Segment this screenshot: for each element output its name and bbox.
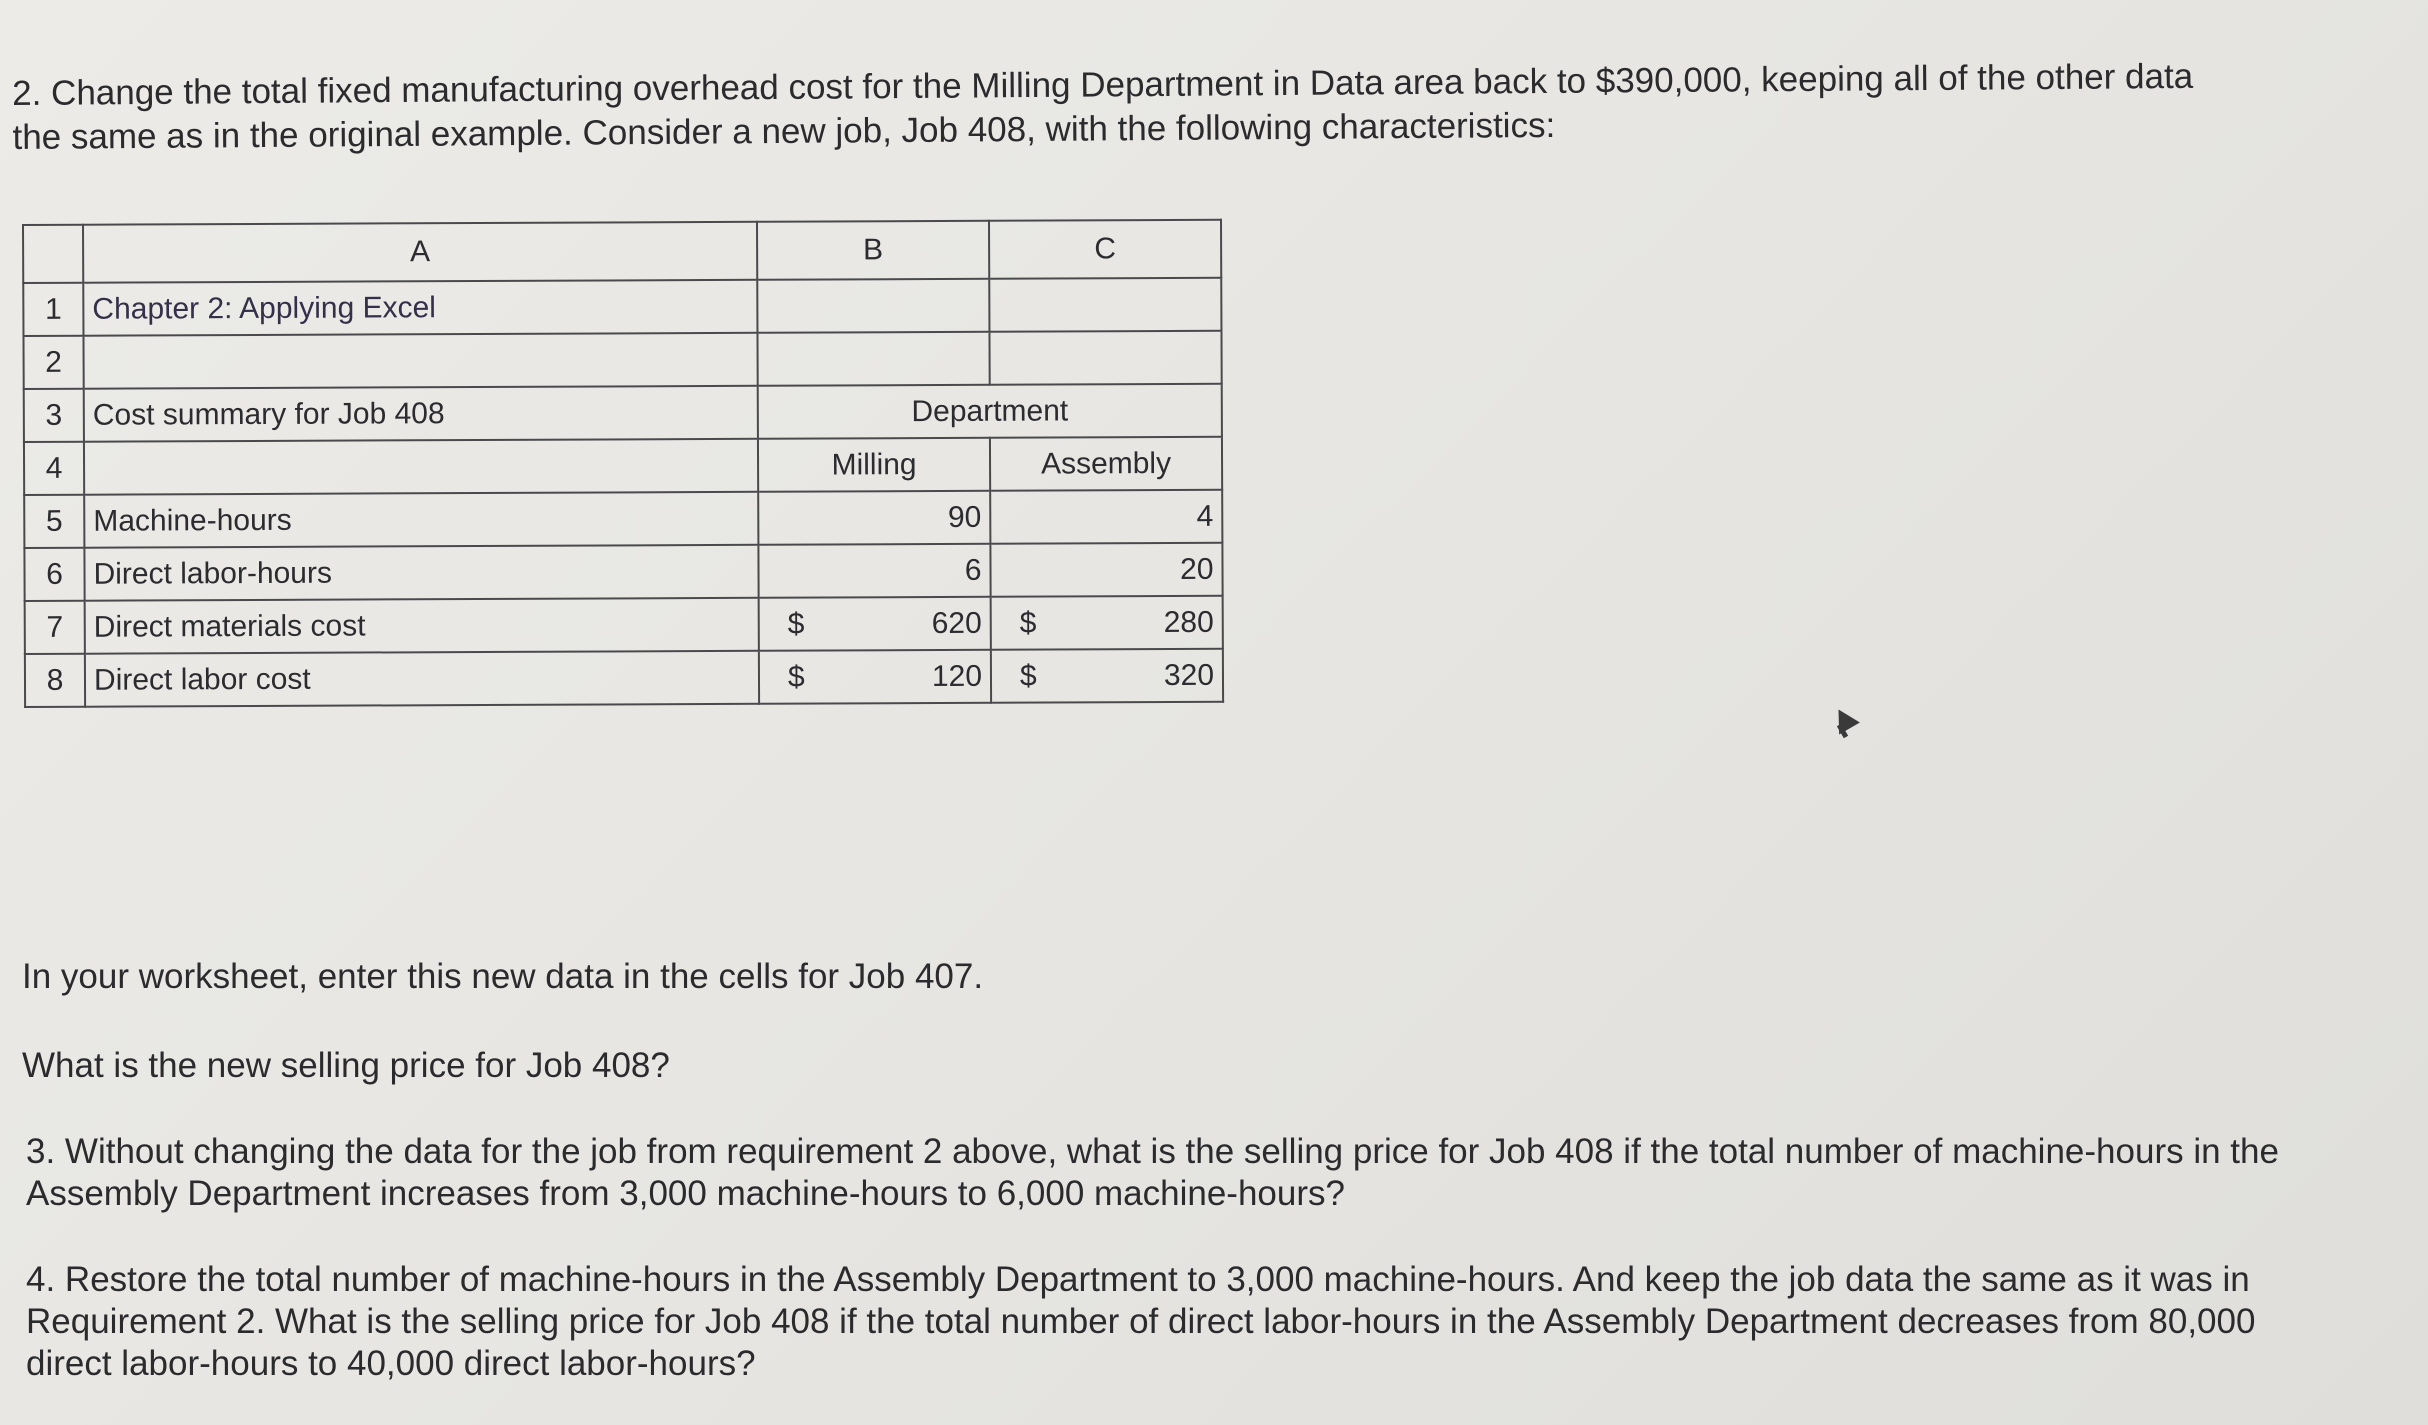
row-number: 2	[23, 336, 83, 389]
row-label: Machine-hours	[84, 492, 758, 548]
cell-b2	[757, 332, 989, 386]
table-row	[24, 384, 1222, 442]
table-row	[25, 649, 1223, 707]
currency-symbol: $	[1019, 606, 1037, 640]
currency-symbol: $	[787, 607, 805, 641]
row-number: 6	[24, 548, 84, 601]
requirement-2-text: 2. Change the total fixed manufacturing overhead cost for the Milling Department in Data area back to $390,000, keeping all of the other data the same as in the original example. Consider a new job, Job 408, with the following characteristics:	[12, 56, 2194, 157]
cell-c1	[989, 278, 1221, 332]
currency-symbol: $	[1019, 659, 1037, 693]
cell-c2	[989, 331, 1221, 385]
column-header-a: A	[83, 222, 757, 283]
milling-value: 6	[758, 544, 990, 598]
row-number: 8	[25, 654, 85, 707]
table-row	[24, 543, 1222, 601]
assembly-value: 280	[1163, 605, 1214, 639]
assembly-value-cell	[991, 596, 1223, 650]
milling-value: 620	[931, 606, 982, 640]
cell-a4	[84, 439, 758, 495]
question-text: What is the new selling price for Job 408?	[22, 1046, 670, 1085]
milling-header: Milling	[758, 438, 990, 492]
milling-value-cell	[759, 650, 991, 704]
instruction-text: In your worksheet, enter this new data in the cells for Job 407.	[22, 957, 984, 996]
requirement-4-text: 4. Restore the total number of machine-hours in the Assembly Department to 3,000 machine-hours. And keep the job data the same as it was in Requirement 2. What is the selling price for Job 408 if the total number of direct labor-hours in the Assembly Department decreases from 80,000 direct labor-hours to 40,000 direct labor-hours?	[26, 1260, 2256, 1383]
spreadsheet-table	[22, 219, 1224, 708]
row-label: Direct labor-hours	[84, 545, 758, 601]
cell-b1	[757, 279, 989, 333]
table-row	[24, 490, 1222, 548]
cost-summary-label: Cost summary for Job 408	[84, 386, 758, 442]
row-number: 3	[24, 389, 84, 442]
sheet-title-cell: Chapter 2: Applying Excel	[83, 280, 757, 336]
assembly-value: 20	[990, 543, 1222, 597]
corner-cell	[23, 225, 83, 283]
table-row	[25, 596, 1223, 654]
milling-value: 120	[931, 659, 983, 693]
assembly-value: 320	[1163, 658, 1215, 692]
assembly-value-cell	[991, 649, 1223, 703]
column-header-row	[23, 220, 1221, 283]
department-header: Department	[758, 384, 1222, 439]
cell-a2	[83, 333, 757, 389]
milling-value-cell	[759, 597, 991, 651]
row-number: 5	[24, 495, 84, 548]
table-row	[24, 437, 1222, 495]
row-number: 1	[23, 283, 83, 336]
table-row	[23, 278, 1221, 336]
currency-symbol: $	[787, 660, 805, 694]
row-label: Direct labor cost	[85, 651, 759, 707]
row-label: Direct materials cost	[85, 598, 759, 654]
assembly-header: Assembly	[990, 437, 1222, 491]
column-header-c: C	[989, 220, 1221, 279]
assembly-value: 4	[990, 490, 1222, 544]
milling-value: 90	[758, 491, 990, 545]
column-header-b: B	[757, 221, 989, 280]
row-number: 4	[24, 442, 84, 495]
row-number: 7	[25, 601, 85, 654]
requirement-3-text: 3. Without changing the data for the job from requirement 2 above, what is the selling price for Job 408 if the total number of machine-hours in the Assembly Department increases from 3,000 machine-hours to 6,000 machine-hours?	[26, 1132, 2279, 1213]
table-row	[23, 331, 1221, 389]
